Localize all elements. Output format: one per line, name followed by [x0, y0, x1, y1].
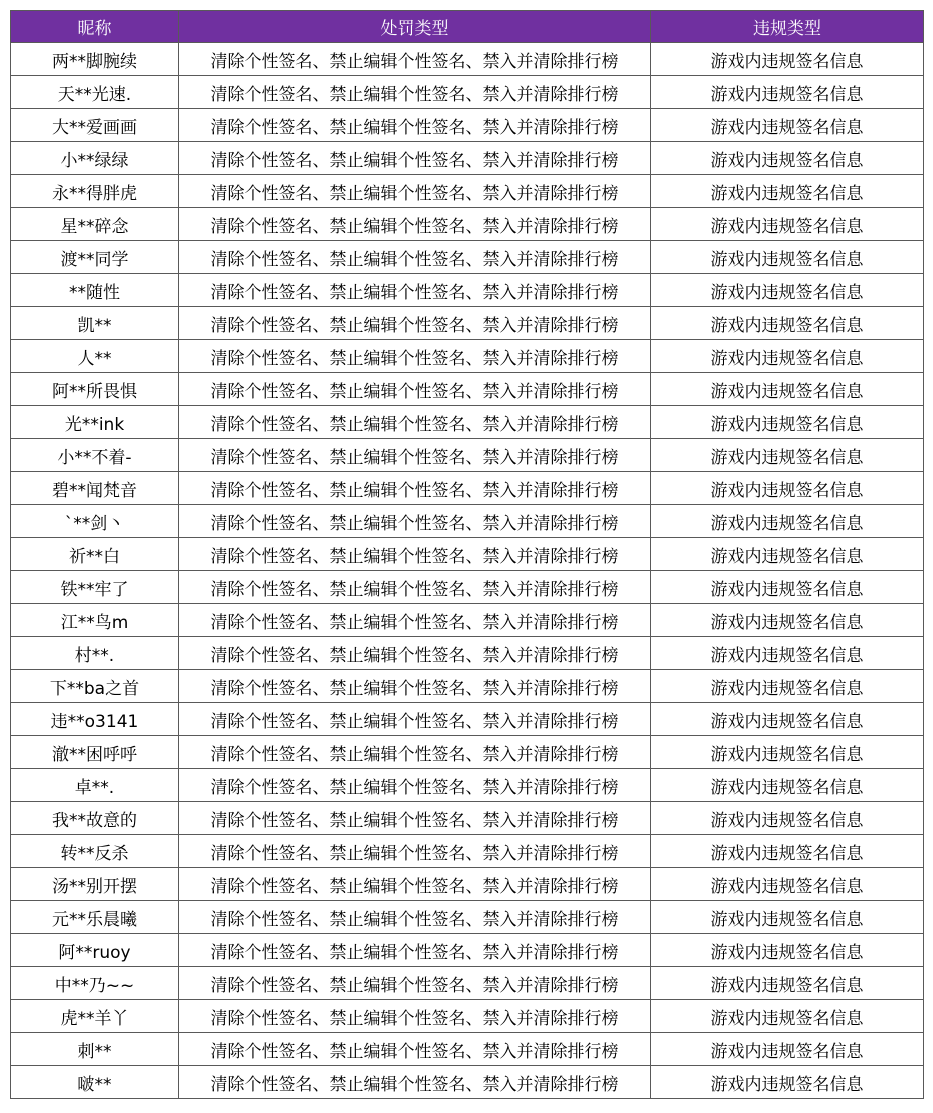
cell-nickname: 转**反杀 [11, 835, 179, 868]
cell-violation-type: 游戏内违规签名信息 [651, 505, 924, 538]
cell-nickname: 江**鸟m [11, 604, 179, 637]
table-row [11, 1000, 924, 1033]
table-row [11, 1033, 924, 1066]
cell-violation-type: 游戏内违规签名信息 [651, 241, 924, 274]
cell-nickname: ˋ**剑丶 [11, 505, 179, 538]
cell-nickname: 阿**所畏惧 [11, 373, 179, 406]
header-penalty-type: 处罚类型 [179, 11, 651, 43]
cell-penalty-type: 清除个性签名、禁止编辑个性签名、禁入并清除排行榜 [179, 1000, 651, 1033]
table-row [11, 571, 924, 604]
table-row [11, 538, 924, 571]
table-row [11, 901, 924, 934]
cell-violation-type: 游戏内违规签名信息 [651, 769, 924, 802]
table-row [11, 835, 924, 868]
cell-nickname: **随性 [11, 274, 179, 307]
cell-violation-type: 游戏内违规签名信息 [651, 637, 924, 670]
cell-nickname: 我**故意的 [11, 802, 179, 835]
cell-violation-type: 游戏内违规签名信息 [651, 406, 924, 439]
cell-nickname: 天**光速. [11, 76, 179, 109]
cell-penalty-type: 清除个性签名、禁止编辑个性签名、禁入并清除排行榜 [179, 1066, 651, 1099]
table-body [11, 43, 924, 1099]
cell-nickname: 两**脚腕续 [11, 43, 179, 76]
cell-penalty-type: 清除个性签名、禁止编辑个性签名、禁入并清除排行榜 [179, 274, 651, 307]
cell-violation-type: 游戏内违规签名信息 [651, 373, 924, 406]
table-row [11, 1066, 924, 1099]
table-row [11, 43, 924, 76]
cell-penalty-type: 清除个性签名、禁止编辑个性签名、禁入并清除排行榜 [179, 307, 651, 340]
cell-penalty-type: 清除个性签名、禁止编辑个性签名、禁入并清除排行榜 [179, 76, 651, 109]
table-row [11, 373, 924, 406]
cell-nickname: 虎**羊丫 [11, 1000, 179, 1033]
table-row [11, 340, 924, 373]
cell-violation-type: 游戏内违规签名信息 [651, 307, 924, 340]
cell-violation-type: 游戏内违规签名信息 [651, 439, 924, 472]
cell-penalty-type: 清除个性签名、禁止编辑个性签名、禁入并清除排行榜 [179, 142, 651, 175]
cell-penalty-type: 清除个性签名、禁止编辑个性签名、禁入并清除排行榜 [179, 241, 651, 274]
cell-nickname: 人** [11, 340, 179, 373]
cell-penalty-type: 清除个性签名、禁止编辑个性签名、禁入并清除排行榜 [179, 373, 651, 406]
cell-penalty-type: 清除个性签名、禁止编辑个性签名、禁入并清除排行榜 [179, 637, 651, 670]
cell-penalty-type: 清除个性签名、禁止编辑个性签名、禁入并清除排行榜 [179, 571, 651, 604]
cell-penalty-type: 清除个性签名、禁止编辑个性签名、禁入并清除排行榜 [179, 472, 651, 505]
cell-nickname: 碧**闻梵音 [11, 472, 179, 505]
table-row [11, 208, 924, 241]
cell-violation-type: 游戏内违规签名信息 [651, 1066, 924, 1099]
cell-nickname: 啵** [11, 1066, 179, 1099]
cell-penalty-type: 清除个性签名、禁止编辑个性签名、禁入并清除排行榜 [179, 868, 651, 901]
cell-violation-type: 游戏内违规签名信息 [651, 571, 924, 604]
cell-violation-type: 游戏内违规签名信息 [651, 274, 924, 307]
cell-violation-type: 游戏内违规签名信息 [651, 736, 924, 769]
cell-penalty-type: 清除个性签名、禁止编辑个性签名、禁入并清除排行榜 [179, 43, 651, 76]
cell-nickname: 村**. [11, 637, 179, 670]
cell-penalty-type: 清除个性签名、禁止编辑个性签名、禁入并清除排行榜 [179, 901, 651, 934]
penalty-table-container [10, 10, 923, 1099]
cell-nickname: 澈**困呼呼 [11, 736, 179, 769]
cell-nickname: 凯** [11, 307, 179, 340]
cell-nickname: 卓**. [11, 769, 179, 802]
cell-nickname: 铁**牢了 [11, 571, 179, 604]
table-row [11, 868, 924, 901]
cell-nickname: 大**爱画画 [11, 109, 179, 142]
table-row [11, 604, 924, 637]
cell-violation-type: 游戏内违规签名信息 [651, 142, 924, 175]
header-row [11, 11, 924, 43]
cell-penalty-type: 清除个性签名、禁止编辑个性签名、禁入并清除排行榜 [179, 670, 651, 703]
cell-penalty-type: 清除个性签名、禁止编辑个性签名、禁入并清除排行榜 [179, 439, 651, 472]
cell-nickname: 刺** [11, 1033, 179, 1066]
cell-penalty-type: 清除个性签名、禁止编辑个性签名、禁入并清除排行榜 [179, 934, 651, 967]
penalty-table [10, 10, 924, 1099]
cell-nickname: 星**碎念 [11, 208, 179, 241]
table-row [11, 274, 924, 307]
table-row [11, 109, 924, 142]
table-row [11, 241, 924, 274]
cell-nickname: 小**绿绿 [11, 142, 179, 175]
table-row [11, 175, 924, 208]
cell-violation-type: 游戏内违规签名信息 [651, 538, 924, 571]
cell-violation-type: 游戏内违规签名信息 [651, 670, 924, 703]
cell-violation-type: 游戏内违规签名信息 [651, 340, 924, 373]
cell-violation-type: 游戏内违规签名信息 [651, 934, 924, 967]
cell-violation-type: 游戏内违规签名信息 [651, 901, 924, 934]
table-row [11, 439, 924, 472]
cell-penalty-type: 清除个性签名、禁止编辑个性签名、禁入并清除排行榜 [179, 406, 651, 439]
table-row [11, 736, 924, 769]
table-row [11, 406, 924, 439]
cell-nickname: 元**乐晨曦 [11, 901, 179, 934]
cell-violation-type: 游戏内违规签名信息 [651, 208, 924, 241]
table-row [11, 505, 924, 538]
cell-penalty-type: 清除个性签名、禁止编辑个性签名、禁入并清除排行榜 [179, 703, 651, 736]
cell-nickname: 违**o3141 [11, 703, 179, 736]
cell-violation-type: 游戏内违规签名信息 [651, 175, 924, 208]
cell-violation-type: 游戏内违规签名信息 [651, 472, 924, 505]
cell-penalty-type: 清除个性签名、禁止编辑个性签名、禁入并清除排行榜 [179, 340, 651, 373]
table-row [11, 769, 924, 802]
table-row [11, 703, 924, 736]
header-violation-type: 违规类型 [651, 11, 924, 43]
cell-violation-type: 游戏内违规签名信息 [651, 703, 924, 736]
table-header [11, 11, 924, 43]
cell-violation-type: 游戏内违规签名信息 [651, 802, 924, 835]
table-row [11, 307, 924, 340]
cell-penalty-type: 清除个性签名、禁止编辑个性签名、禁入并清除排行榜 [179, 802, 651, 835]
table-row [11, 76, 924, 109]
cell-penalty-type: 清除个性签名、禁止编辑个性签名、禁入并清除排行榜 [179, 538, 651, 571]
table-row [11, 670, 924, 703]
cell-nickname: 小**不着- [11, 439, 179, 472]
cell-violation-type: 游戏内违规签名信息 [651, 604, 924, 637]
cell-penalty-type: 清除个性签名、禁止编辑个性签名、禁入并清除排行榜 [179, 967, 651, 1000]
cell-violation-type: 游戏内违规签名信息 [651, 967, 924, 1000]
cell-penalty-type: 清除个性签名、禁止编辑个性签名、禁入并清除排行榜 [179, 604, 651, 637]
cell-penalty-type: 清除个性签名、禁止编辑个性签名、禁入并清除排行榜 [179, 1033, 651, 1066]
cell-violation-type: 游戏内违规签名信息 [651, 43, 924, 76]
cell-violation-type: 游戏内违规签名信息 [651, 868, 924, 901]
cell-nickname: 祈**白 [11, 538, 179, 571]
cell-penalty-type: 清除个性签名、禁止编辑个性签名、禁入并清除排行榜 [179, 109, 651, 142]
cell-violation-type: 游戏内违规签名信息 [651, 76, 924, 109]
cell-violation-type: 游戏内违规签名信息 [651, 835, 924, 868]
cell-nickname: 下**ba之首 [11, 670, 179, 703]
cell-violation-type: 游戏内违规签名信息 [651, 1000, 924, 1033]
cell-nickname: 阿**ruoy [11, 934, 179, 967]
cell-nickname: 中**乃~~ [11, 967, 179, 1000]
header-nickname: 昵称 [11, 11, 179, 43]
cell-nickname: 光**ink [11, 406, 179, 439]
table-row [11, 934, 924, 967]
cell-penalty-type: 清除个性签名、禁止编辑个性签名、禁入并清除排行榜 [179, 175, 651, 208]
cell-nickname: 渡**同学 [11, 241, 179, 274]
cell-penalty-type: 清除个性签名、禁止编辑个性签名、禁入并清除排行榜 [179, 208, 651, 241]
cell-violation-type: 游戏内违规签名信息 [651, 109, 924, 142]
cell-penalty-type: 清除个性签名、禁止编辑个性签名、禁入并清除排行榜 [179, 769, 651, 802]
table-row [11, 142, 924, 175]
table-row [11, 802, 924, 835]
table-row [11, 967, 924, 1000]
cell-nickname: 汤**别开摆 [11, 868, 179, 901]
cell-penalty-type: 清除个性签名、禁止编辑个性签名、禁入并清除排行榜 [179, 505, 651, 538]
cell-penalty-type: 清除个性签名、禁止编辑个性签名、禁入并清除排行榜 [179, 835, 651, 868]
cell-penalty-type: 清除个性签名、禁止编辑个性签名、禁入并清除排行榜 [179, 736, 651, 769]
cell-nickname: 永**得胖虎 [11, 175, 179, 208]
cell-violation-type: 游戏内违规签名信息 [651, 1033, 924, 1066]
table-row [11, 637, 924, 670]
table-row [11, 472, 924, 505]
